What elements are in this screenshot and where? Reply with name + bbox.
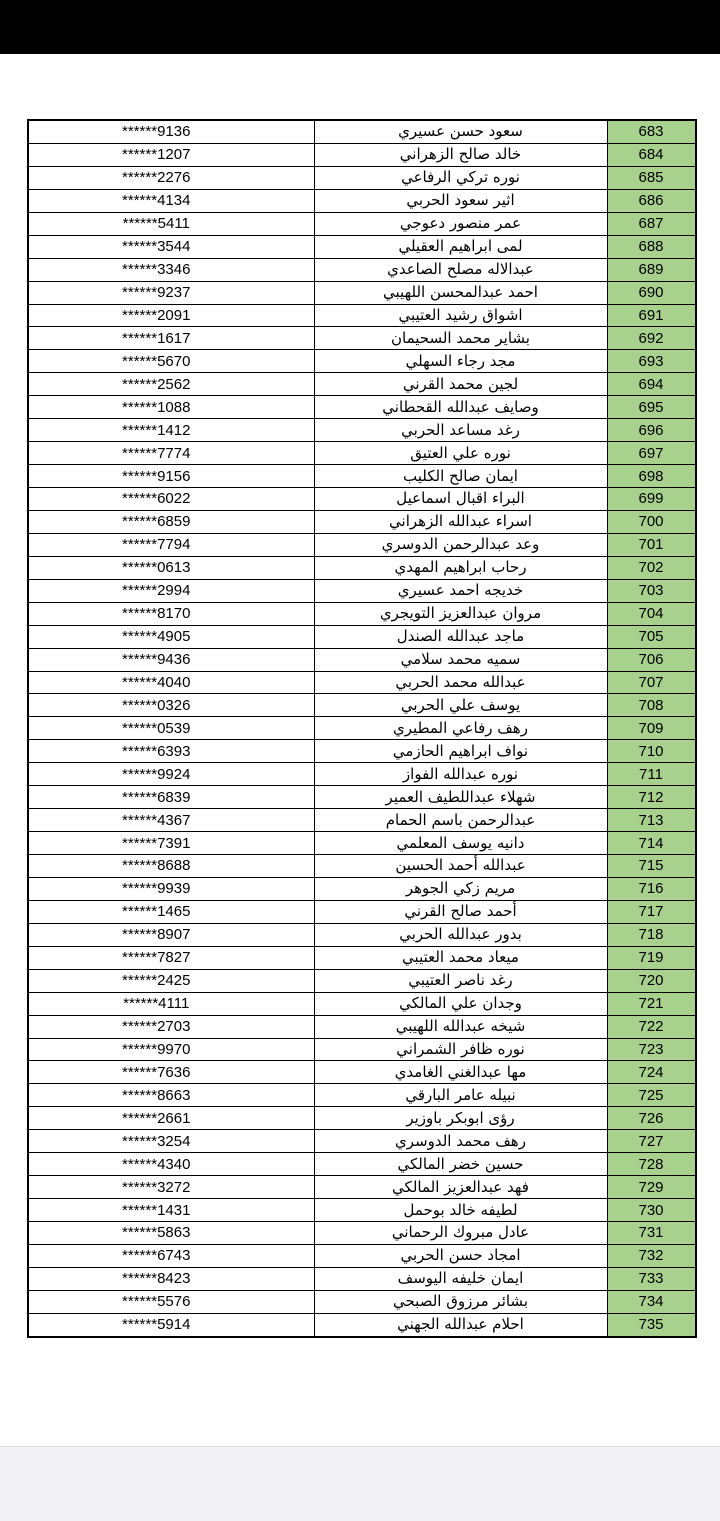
name-cell: سعود حسن عسيري (314, 120, 607, 143)
name-cell: رؤى ابوبكر باوزير (314, 1107, 607, 1130)
number-cell: 689 (607, 258, 696, 281)
name-cell: بشائر مرزوق الصبحي (314, 1290, 607, 1313)
id-cell: ******8423 (28, 1267, 314, 1290)
bottom-navigation-bar (0, 1446, 720, 1521)
table-row (28, 556, 696, 579)
number-cell: 701 (607, 533, 696, 556)
number-cell: 725 (607, 1084, 696, 1107)
table-row (28, 1199, 696, 1222)
table-body (28, 120, 696, 1337)
table-row (28, 1015, 696, 1038)
id-cell: ******4134 (28, 189, 314, 212)
table-row (28, 465, 696, 488)
number-cell: 693 (607, 350, 696, 373)
table-row (28, 717, 696, 740)
number-cell: 715 (607, 855, 696, 878)
table-row (28, 1107, 696, 1130)
id-cell: ******1431 (28, 1199, 314, 1222)
id-cell: ******6859 (28, 510, 314, 533)
name-cell: ايمان خليفه اليوسف (314, 1267, 607, 1290)
number-cell: 719 (607, 946, 696, 969)
table-row (28, 625, 696, 648)
number-cell: 727 (607, 1130, 696, 1153)
table-row (28, 877, 696, 900)
name-cell: وجدان علي المالكي (314, 992, 607, 1015)
number-cell: 733 (607, 1267, 696, 1290)
table-row (28, 579, 696, 602)
id-cell: ******8170 (28, 602, 314, 625)
results-table (27, 119, 697, 1338)
number-cell: 711 (607, 763, 696, 786)
number-cell: 705 (607, 625, 696, 648)
number-cell: 723 (607, 1038, 696, 1061)
id-cell: ******9939 (28, 877, 314, 900)
name-cell: نوره ظافر الشمراني (314, 1038, 607, 1061)
id-cell: ******2425 (28, 969, 314, 992)
table-row (28, 533, 696, 556)
number-cell: 690 (607, 281, 696, 304)
number-cell: 696 (607, 419, 696, 442)
id-cell: ******8663 (28, 1084, 314, 1107)
table-row (28, 120, 696, 143)
name-cell: وعد عبدالرحمن الدوسري (314, 533, 607, 556)
id-cell: ******0539 (28, 717, 314, 740)
id-cell: ******2091 (28, 304, 314, 327)
id-cell: ******2276 (28, 166, 314, 189)
id-cell: ******9970 (28, 1038, 314, 1061)
table-row (28, 143, 696, 166)
table-row (28, 946, 696, 969)
id-cell: ******2994 (28, 579, 314, 602)
number-cell: 729 (607, 1176, 696, 1199)
id-cell: ******5863 (28, 1222, 314, 1245)
name-cell: دانيه يوسف المعلمي (314, 832, 607, 855)
table-row (28, 166, 696, 189)
table-row (28, 350, 696, 373)
number-cell: 695 (607, 396, 696, 419)
table-row (28, 304, 696, 327)
number-cell: 694 (607, 373, 696, 396)
table-row (28, 1038, 696, 1061)
id-cell: ******0613 (28, 556, 314, 579)
id-cell: ******7827 (28, 946, 314, 969)
name-cell: مجد رجاء السهلي (314, 350, 607, 373)
name-cell: يوسف علي الحربي (314, 694, 607, 717)
table-row (28, 1290, 696, 1313)
name-cell: بدور عبدالله الحربي (314, 923, 607, 946)
id-cell: ******4367 (28, 809, 314, 832)
table-row (28, 1130, 696, 1153)
number-cell: 699 (607, 488, 696, 511)
number-cell: 686 (607, 189, 696, 212)
table-row (28, 855, 696, 878)
name-cell: عبدالله محمد الحربي (314, 671, 607, 694)
table-row (28, 969, 696, 992)
id-cell: ******5411 (28, 212, 314, 235)
name-cell: أحمد صالح القرني (314, 900, 607, 923)
table-row (28, 396, 696, 419)
id-cell: ******7391 (28, 832, 314, 855)
table-row (28, 212, 696, 235)
number-cell: 703 (607, 579, 696, 602)
name-cell: رغد مساعد الحربي (314, 419, 607, 442)
table-row (28, 327, 696, 350)
name-cell: نبيله عامر البارقي (314, 1084, 607, 1107)
id-cell: ******1412 (28, 419, 314, 442)
id-cell: ******9136 (28, 120, 314, 143)
name-cell: بشاير محمد السحيمان (314, 327, 607, 350)
name-cell: اشواق رشيد العتيبي (314, 304, 607, 327)
number-cell: 685 (607, 166, 696, 189)
table-row (28, 1061, 696, 1084)
name-cell: عبدالله أحمد الحسين (314, 855, 607, 878)
table-row (28, 832, 696, 855)
name-cell: رهف محمد الدوسري (314, 1130, 607, 1153)
table-row (28, 281, 696, 304)
name-cell: شيخه عبدالله اللهيبي (314, 1015, 607, 1038)
id-cell: ******2703 (28, 1015, 314, 1038)
number-cell: 724 (607, 1061, 696, 1084)
name-cell: نوره علي العتيق (314, 442, 607, 465)
name-cell: خالد صالح الزهراني (314, 143, 607, 166)
name-cell: احلام عبدالله الجهني (314, 1313, 607, 1336)
table-row (28, 510, 696, 533)
number-cell: 726 (607, 1107, 696, 1130)
name-cell: نوره عبدالله الفواز (314, 763, 607, 786)
number-cell: 698 (607, 465, 696, 488)
table-row (28, 258, 696, 281)
name-cell: عمر منصور دعوجي (314, 212, 607, 235)
table-row (28, 602, 696, 625)
id-cell: ******1465 (28, 900, 314, 923)
number-cell: 714 (607, 832, 696, 855)
number-cell: 735 (607, 1313, 696, 1336)
id-cell: ******7636 (28, 1061, 314, 1084)
name-cell: احمد عبدالمحسن اللهيبي (314, 281, 607, 304)
id-cell: ******5670 (28, 350, 314, 373)
id-cell: ******7774 (28, 442, 314, 465)
table-row (28, 373, 696, 396)
name-cell: ميعاد محمد العتيبي (314, 946, 607, 969)
id-cell: ******4340 (28, 1153, 314, 1176)
table-row (28, 900, 696, 923)
id-cell: ******0326 (28, 694, 314, 717)
table-row (28, 694, 696, 717)
id-cell: ******5576 (28, 1290, 314, 1313)
id-cell: ******6743 (28, 1244, 314, 1267)
number-cell: 721 (607, 992, 696, 1015)
id-cell: ******2661 (28, 1107, 314, 1130)
number-cell: 718 (607, 923, 696, 946)
id-cell: ******7794 (28, 533, 314, 556)
number-cell: 691 (607, 304, 696, 327)
number-cell: 732 (607, 1244, 696, 1267)
name-cell: اثير سعود الحربي (314, 189, 607, 212)
table-row (28, 671, 696, 694)
name-cell: رحاب ابراهيم المهدي (314, 556, 607, 579)
table-row (28, 740, 696, 763)
id-cell: ******4905 (28, 625, 314, 648)
id-cell: ******1207 (28, 143, 314, 166)
table-row (28, 235, 696, 258)
id-cell: ******9237 (28, 281, 314, 304)
name-cell: لطيفه خالد بوحمل (314, 1199, 607, 1222)
table-row (28, 809, 696, 832)
id-cell: ******6393 (28, 740, 314, 763)
id-cell: ******9156 (28, 465, 314, 488)
id-cell: ******2562 (28, 373, 314, 396)
table-row (28, 648, 696, 671)
number-cell: 688 (607, 235, 696, 258)
name-cell: نوره تركي الرفاعي (314, 166, 607, 189)
id-cell: ******1088 (28, 396, 314, 419)
id-cell: ******3544 (28, 235, 314, 258)
name-cell: ماجد عبدالله الصندل (314, 625, 607, 648)
number-cell: 710 (607, 740, 696, 763)
id-cell: ******4111 (28, 992, 314, 1015)
id-cell: ******8688 (28, 855, 314, 878)
number-cell: 712 (607, 786, 696, 809)
number-cell: 700 (607, 510, 696, 533)
table-row (28, 189, 696, 212)
number-cell: 709 (607, 717, 696, 740)
table-row (28, 488, 696, 511)
number-cell: 731 (607, 1222, 696, 1245)
table-row (28, 763, 696, 786)
table-row (28, 1084, 696, 1107)
id-cell: ******8907 (28, 923, 314, 946)
table-row (28, 1222, 696, 1245)
number-cell: 684 (607, 143, 696, 166)
name-cell: فهد عبدالعزيز المالكي (314, 1176, 607, 1199)
id-cell: ******9924 (28, 763, 314, 786)
number-cell: 722 (607, 1015, 696, 1038)
name-cell: عبدالرحمن باسم الحمام (314, 809, 607, 832)
name-cell: خديجه احمد عسيري (314, 579, 607, 602)
number-cell: 702 (607, 556, 696, 579)
name-cell: مريم زكي الجوهر (314, 877, 607, 900)
id-cell: ******9436 (28, 648, 314, 671)
name-cell: مها عبدالغني الغامدي (314, 1061, 607, 1084)
number-cell: 713 (607, 809, 696, 832)
number-cell: 717 (607, 900, 696, 923)
name-cell: اسراء عبدالله الزهراني (314, 510, 607, 533)
number-cell: 706 (607, 648, 696, 671)
table-row (28, 1153, 696, 1176)
name-cell: البراء اقبال اسماعيل (314, 488, 607, 511)
table-row (28, 992, 696, 1015)
table-row (28, 419, 696, 442)
name-cell: رغد ناصر العتيبي (314, 969, 607, 992)
number-cell: 692 (607, 327, 696, 350)
table-row (28, 1313, 696, 1336)
name-cell: شهلاء عبداللطيف العمير (314, 786, 607, 809)
name-cell: لجين محمد القرني (314, 373, 607, 396)
table-row (28, 1267, 696, 1290)
table-row (28, 1176, 696, 1199)
id-cell: ******3254 (28, 1130, 314, 1153)
id-cell: ******6839 (28, 786, 314, 809)
name-cell: ايمان صالح الكليب (314, 465, 607, 488)
name-cell: نواف ابراهيم الحازمي (314, 740, 607, 763)
number-cell: 716 (607, 877, 696, 900)
name-cell: امجاد حسن الحربي (314, 1244, 607, 1267)
id-cell: ******6022 (28, 488, 314, 511)
name-cell: حسين خضر المالكي (314, 1153, 607, 1176)
name-cell: سميه محمد سلامي (314, 648, 607, 671)
number-cell: 707 (607, 671, 696, 694)
table-row (28, 1244, 696, 1267)
id-cell: ******4040 (28, 671, 314, 694)
name-cell: وصايف عبدالله القحطاني (314, 396, 607, 419)
table-row (28, 786, 696, 809)
number-cell: 708 (607, 694, 696, 717)
id-cell: ******5914 (28, 1313, 314, 1336)
name-cell: عادل مبروك الرحماني (314, 1222, 607, 1245)
number-cell: 704 (607, 602, 696, 625)
number-cell: 683 (607, 120, 696, 143)
table-row (28, 442, 696, 465)
table-row (28, 923, 696, 946)
name-cell: رهف رفاعي المطيري (314, 717, 607, 740)
name-cell: مروان عبدالعزيز التويجري (314, 602, 607, 625)
id-cell: ******1617 (28, 327, 314, 350)
number-cell: 697 (607, 442, 696, 465)
number-cell: 720 (607, 969, 696, 992)
id-cell: ******3346 (28, 258, 314, 281)
number-cell: 734 (607, 1290, 696, 1313)
status-bar (0, 0, 720, 54)
number-cell: 730 (607, 1199, 696, 1222)
id-cell: ******3272 (28, 1176, 314, 1199)
name-cell: عبدالاله مصلح الصاعدي (314, 258, 607, 281)
name-cell: لمى ابراهيم العقيلي (314, 235, 607, 258)
number-cell: 687 (607, 212, 696, 235)
number-cell: 728 (607, 1153, 696, 1176)
